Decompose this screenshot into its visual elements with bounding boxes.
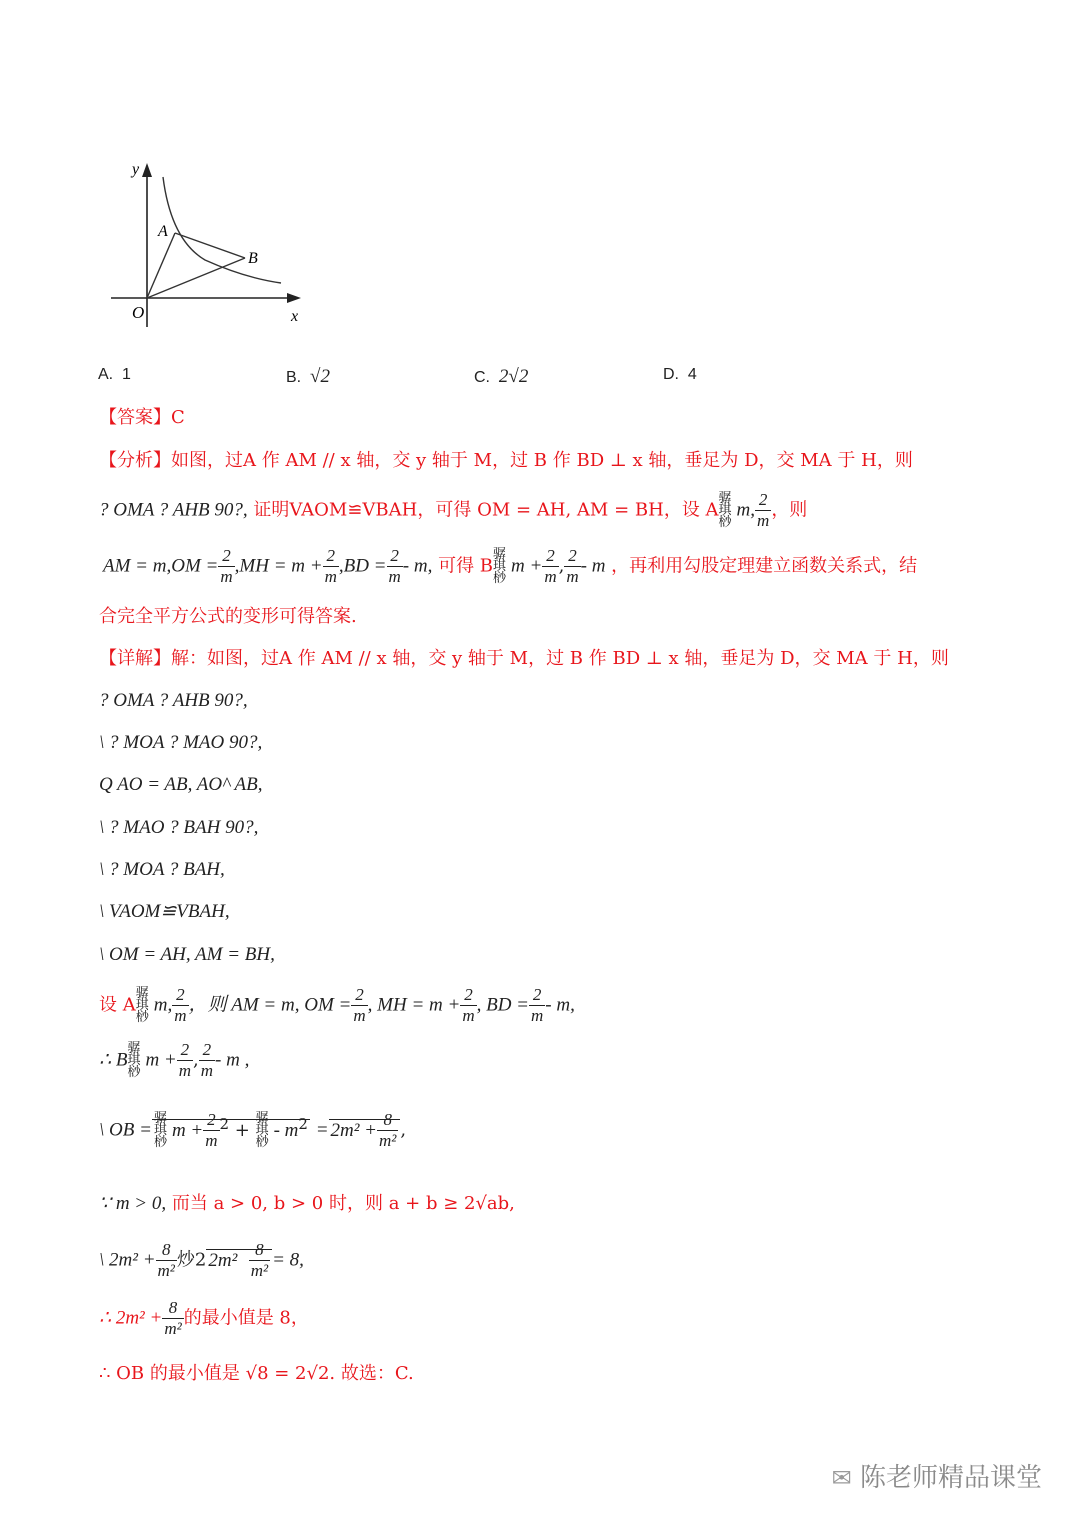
option-b: B. √2	[286, 366, 330, 387]
point-b-label: B	[248, 250, 258, 267]
detail-line-13: \ 2m² + $\frac{8}{\text{m²}}$ 炒2 2m² $\frac{8}{\text{m²}}$ = 8,	[99, 1240, 304, 1280]
analysis-line-1: 【分析】如图，过A 作 AM // x 轴，交 y 轴于 M，过 B 作 BD ⊥ x 轴，垂足为 D，交 MA 于 H，则	[99, 450, 913, 471]
detail-line-3: \ ? MOA ? MAO 90?,	[99, 732, 263, 753]
detail-line-8: \ OM = AH, AM = BH,	[99, 944, 275, 965]
point-a-label: A	[158, 223, 168, 240]
detail-line-11: \ OB =骣 琪 桫m + $\frac{2}{m}$ $^2$ + 骣 琪 桫- $m^2 = 2m^2$ + $\frac{8}{\text{m²}}$ ,	[99, 1110, 407, 1150]
detail-line-5: \ ? MAO ? BAH 90?,	[99, 817, 259, 838]
detail-line-1: 【详解】解：如图，过A 作 AM // x 轴，交 y 轴于 M，过 B 作 BD ⊥ x 轴，垂足为 D，交 MA 于 H，则	[99, 648, 949, 669]
segment-ab	[175, 233, 245, 258]
option-d: D. 4	[663, 366, 697, 383]
detail-line-4: Q AO = AB, AO^ AB,	[99, 774, 263, 795]
detail-line-10: ∴ B骣 琪 桫m + $\frac{2}{m}$ , $\frac{2}{m}$ - m ,	[99, 1040, 250, 1080]
y-axis-label: y	[132, 161, 140, 178]
detail-line-9: 设 A骣 琪 桫m, $\frac{2}{m}$ ，则 AM = m, OM = $\frac{2}{m}$ , MH = m + $\frac{2}{m}$ , BD = $\frac{2}{m}$ - m,	[99, 985, 575, 1025]
option-a: A. 1	[98, 366, 131, 383]
detail-line-15: ∴ OB 的最小值是 √8 = 2√2. 故选：C.	[99, 1363, 414, 1384]
option-c: C. 2√2	[474, 366, 529, 387]
wechat-watermark: ✉ 陈老师精品课堂	[831, 1463, 1042, 1493]
x-axis-arrow	[287, 293, 301, 303]
wechat-icon: ✉	[831, 1464, 852, 1492]
origin-label: O	[132, 303, 145, 322]
bracket-glyph: 骣 琪 桫	[718, 490, 732, 530]
analysis-line-2: ? OMA ? AHB 90?, 证明VAOM≌VBAH，可得 OM = AH, AM = BH，设 A骣 琪 桫m, $\frac{2}{m}$ ，则	[99, 490, 808, 530]
detail-line-2: ? OMA ? AHB 90?,	[99, 690, 248, 711]
detail-line-6: \ ? MOA ? BAH,	[99, 859, 225, 880]
analysis-line-3: AM = m,OM = $\frac{2}{m}$ ,MH = m + $\frac{2}{m}$ ,BD = $\frac{2}{m}$ - m, 可得 B骣 琪 桫m + $\frac{2}{m}$ , $\frac{2}{m}$ - m ，再利用勾股定理建立函数关系式，结	[103, 546, 918, 586]
function-graph	[105, 155, 315, 335]
x-axis-label: x	[291, 308, 299, 325]
y-axis-arrow	[142, 163, 152, 177]
detail-line-14: ∴ 2m² + $\frac{8}{\text{m²}}$ 的最小值是 8，	[99, 1298, 309, 1338]
answer-line: 【答案】C	[99, 407, 185, 428]
analysis-line-4: 合完全平方公式的变形可得答案.	[99, 606, 357, 627]
detail-line-7: \ VAOM≌VBAH,	[99, 901, 230, 922]
detail-line-12: ∵ m > 0, 而当 a > 0, b > 0 时，则 a + b ≥ 2√ab,	[99, 1193, 515, 1214]
